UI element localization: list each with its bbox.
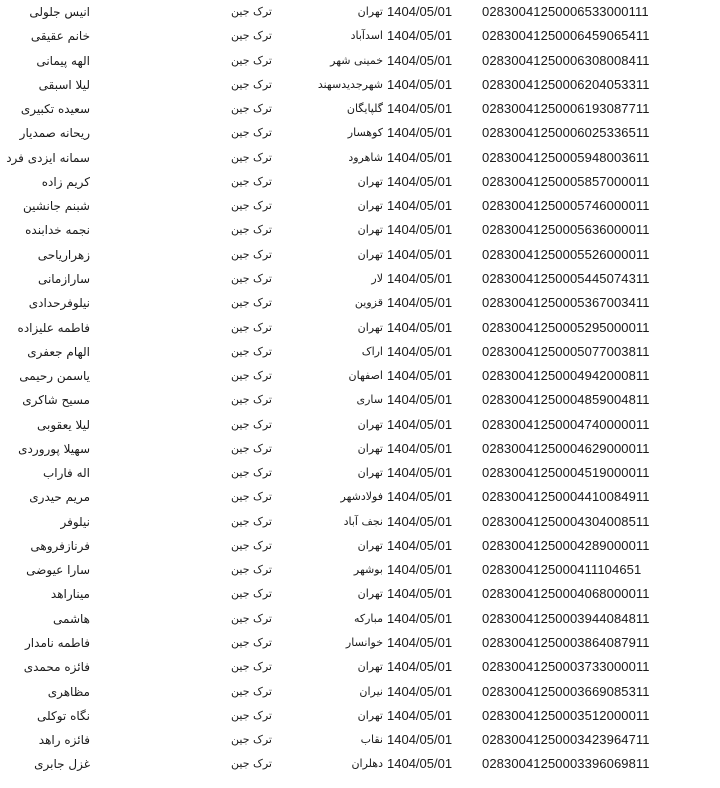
list-row xyxy=(0,316,720,340)
brand-name: ترک جین xyxy=(231,538,272,552)
city-name: تهران xyxy=(357,587,383,601)
city-name: تهران xyxy=(357,223,383,237)
customer-name: شبنم جانشین xyxy=(23,199,90,214)
tracking-code: 02830041250003864087911 xyxy=(482,635,650,651)
tracking-code: 02830041250003944084811 xyxy=(482,610,650,626)
brand-name: ترک جین xyxy=(231,466,272,480)
customer-name: میناراهد xyxy=(50,587,90,602)
brand-name: ترک جین xyxy=(231,223,272,237)
customer-name: یاسمن رحیمی xyxy=(19,369,90,384)
order-date: 1404/05/01 xyxy=(387,149,453,165)
order-date: 1404/05/01 xyxy=(387,173,453,189)
brand-name: ترک جین xyxy=(231,733,272,747)
order-date: 1404/05/01 xyxy=(387,465,453,481)
city-name: تهران xyxy=(357,247,383,261)
brand-name: ترک جین xyxy=(231,344,272,358)
tracking-code: 02830041250004942000811 xyxy=(482,368,650,384)
list-row xyxy=(0,291,720,315)
list-row xyxy=(0,146,720,170)
list-row xyxy=(0,364,720,388)
order-date: 1404/05/01 xyxy=(387,246,453,262)
tracking-code: 02830041250006025336511 xyxy=(482,125,650,141)
customer-name: کریم زاده xyxy=(41,174,90,189)
city-name: فولادشهر xyxy=(340,490,383,504)
city-name: اسدآباد xyxy=(350,29,383,43)
brand-name: ترک جین xyxy=(231,441,272,455)
city-name: نقاب xyxy=(360,733,383,747)
tracking-code: 02830041250005295000011 xyxy=(482,319,650,335)
list-row xyxy=(0,607,720,631)
order-date: 1404/05/01 xyxy=(387,586,453,602)
order-date: 1404/05/01 xyxy=(387,125,453,141)
tracking-code: 02830041250003669085311 xyxy=(482,683,650,699)
order-date: 1404/05/01 xyxy=(387,416,453,432)
tracking-code: 02830041250005857000011 xyxy=(482,173,650,189)
customer-name: غزل جابری xyxy=(34,757,90,772)
order-date: 1404/05/01 xyxy=(387,101,453,117)
city-name: تهران xyxy=(357,320,383,334)
city-name: خمینی شهر xyxy=(330,53,383,67)
city-name: تهران xyxy=(357,174,383,188)
city-name: شهرجدیدسهند xyxy=(317,77,383,91)
brand-name: ترک جین xyxy=(231,247,272,261)
city-name: تهران xyxy=(357,441,383,455)
customer-name: فاطمه نامدار xyxy=(25,636,90,651)
city-name: خوانسار xyxy=(345,636,383,650)
list-row xyxy=(0,728,720,752)
list-row xyxy=(0,752,720,776)
order-date: 1404/05/01 xyxy=(387,683,453,699)
list-row xyxy=(0,631,720,655)
brand-name: ترک جین xyxy=(231,271,272,285)
city-name: لار xyxy=(371,271,383,285)
tracking-code: 02830041250006459065411 xyxy=(482,28,650,44)
list-row xyxy=(0,437,720,461)
list-row xyxy=(0,704,720,728)
brand-name: ترک جین xyxy=(231,320,272,334)
list-row xyxy=(0,461,720,485)
brand-name: ترک جین xyxy=(231,757,272,771)
list-row xyxy=(0,340,720,364)
tracking-code: 02830041250005948003611 xyxy=(482,149,650,165)
customer-name: فاطمه علیزاده xyxy=(17,320,90,335)
brand-name: ترک جین xyxy=(231,77,272,91)
city-name: اصفهان xyxy=(348,369,383,383)
brand-name: ترک جین xyxy=(231,174,272,188)
city-name: تهران xyxy=(357,5,383,18)
brand-name: ترک جین xyxy=(231,636,272,650)
customer-name: اله فاراب xyxy=(42,466,90,481)
city-name: نیران xyxy=(359,684,383,698)
order-date: 1404/05/01 xyxy=(387,295,453,311)
brand-name: ترک جین xyxy=(231,150,272,164)
tracking-code: 02830041250005746000011 xyxy=(482,198,650,214)
brand-name: ترک جین xyxy=(231,514,272,528)
customer-name: سمانه ایزدی فرد xyxy=(6,150,90,165)
order-date: 1404/05/01 xyxy=(387,222,453,238)
customer-name: فائزه راهد xyxy=(38,733,90,748)
city-name: بوشهر xyxy=(353,563,383,577)
tracking-code: 0283004125000411104651 xyxy=(482,562,642,578)
tracking-code: 02830041250004289000011 xyxy=(482,537,650,553)
customer-name: سارازمانی xyxy=(37,271,90,286)
customer-name: مسیح شاکری xyxy=(22,393,90,408)
customer-name: نیلوفر xyxy=(60,514,90,529)
tracking-code: 02830041250006204053311 xyxy=(482,76,650,92)
brand-name: ترک جین xyxy=(231,417,272,431)
list-row xyxy=(0,388,720,412)
city-name: تهران xyxy=(357,417,383,431)
brand-name: ترک جین xyxy=(231,708,272,722)
order-date: 1404/05/01 xyxy=(387,756,453,772)
city-name: گلپایگان xyxy=(346,102,383,116)
city-name: اراک xyxy=(361,344,383,358)
city-name: کوهسار xyxy=(347,126,383,140)
customer-name: مریم حیدری xyxy=(29,490,90,505)
order-date: 1404/05/01 xyxy=(387,489,453,505)
city-name: تهران xyxy=(357,199,383,213)
city-name: تهران xyxy=(357,708,383,722)
list-row xyxy=(0,267,720,291)
order-date: 1404/05/01 xyxy=(387,440,453,456)
tracking-code: 02830041250005077003811 xyxy=(482,343,650,359)
list-row xyxy=(0,413,720,437)
customer-name: هاشمی xyxy=(53,611,90,626)
brand-name: ترک جین xyxy=(231,369,272,383)
brand-name: ترک جین xyxy=(231,53,272,67)
customer-name: الهام جعفری xyxy=(27,344,90,359)
customer-name: نجمه خدابنده xyxy=(25,223,90,238)
customer-name: لیلا اسبقی xyxy=(38,77,90,92)
order-date: 1404/05/01 xyxy=(387,343,453,359)
tracking-code: 02830041250004410084911 xyxy=(482,489,650,505)
order-date: 1404/05/01 xyxy=(387,198,453,214)
city-name: تهران xyxy=(357,660,383,674)
city-name: دهلران xyxy=(351,757,383,771)
order-date: 1404/05/01 xyxy=(387,659,453,675)
customer-name: الهه پیمانی xyxy=(36,53,90,68)
list-row xyxy=(0,655,720,679)
tracking-code: 02830041250004740000011 xyxy=(482,416,650,432)
list-row xyxy=(0,121,720,145)
list-row xyxy=(0,558,720,582)
tracking-code: 02830041250005445074311 xyxy=(482,270,650,286)
tracking-code: 02830041250005636000011 xyxy=(482,222,650,238)
tracking-code: 02830041250004068000011 xyxy=(482,586,650,602)
order-date: 1404/05/01 xyxy=(387,28,453,44)
customer-name: فرنازفروهی xyxy=(30,538,90,553)
order-date: 1404/05/01 xyxy=(387,732,453,748)
brand-name: ترک جین xyxy=(231,29,272,43)
list-row xyxy=(0,73,720,97)
brand-name: ترک جین xyxy=(231,199,272,213)
brand-name: ترک جین xyxy=(231,490,272,504)
list-row xyxy=(0,218,720,242)
city-name: قزوین xyxy=(354,296,383,310)
order-date: 1404/05/01 xyxy=(387,513,453,529)
customer-name: سارا عیوضی xyxy=(26,563,90,578)
order-date: 1404/05/01 xyxy=(387,4,453,19)
brand-name: ترک جین xyxy=(231,684,272,698)
order-date: 1404/05/01 xyxy=(387,537,453,553)
tracking-code: 02830041250005367003411 xyxy=(482,295,650,311)
brand-name: ترک جین xyxy=(231,102,272,116)
order-date: 1404/05/01 xyxy=(387,610,453,626)
brand-name: ترک جین xyxy=(231,587,272,601)
customer-name: فائزه محمدی xyxy=(23,660,90,675)
tracking-code: 02830041250006193087711 xyxy=(482,101,650,117)
order-date: 1404/05/01 xyxy=(387,76,453,92)
list-row xyxy=(0,170,720,194)
tracking-code: 02830041250005526000011 xyxy=(482,246,650,262)
customer-name: نگاه توکلی xyxy=(37,708,90,723)
list-row xyxy=(0,485,720,509)
customer-name: خانم عقیقی xyxy=(30,29,90,44)
order-date: 1404/05/01 xyxy=(387,319,453,335)
order-date: 1404/05/01 xyxy=(387,707,453,723)
brand-name: ترک جین xyxy=(231,660,272,674)
order-date: 1404/05/01 xyxy=(387,392,453,408)
customer-name: انیس جلولی xyxy=(29,5,90,19)
customer-name: ریحانه صمدیار xyxy=(19,126,90,141)
customer-name: سهیلا پوروردی xyxy=(18,441,90,456)
tracking-code: 02830041250003733000011 xyxy=(482,659,650,675)
tracking-code: 02830041250003512000011 xyxy=(482,707,650,723)
tracking-code: 02830041250006533000111 xyxy=(482,4,649,19)
city-name: تهران xyxy=(357,466,383,480)
tracking-code: 02830041250004304008511 xyxy=(482,513,650,529)
order-date: 1404/05/01 xyxy=(387,52,453,68)
customer-name: زهراریاحی xyxy=(37,247,90,262)
customer-name: سعیده تکبیری xyxy=(20,102,90,117)
list-row xyxy=(0,49,720,73)
order-date: 1404/05/01 xyxy=(387,270,453,286)
list-row xyxy=(0,582,720,606)
brand-name: ترک جین xyxy=(231,611,272,625)
customer-name: لیلا یعقوبی xyxy=(37,417,90,432)
customer-name: نیلوفرحدادی xyxy=(28,296,90,311)
brand-name: ترک جین xyxy=(231,563,272,577)
order-date: 1404/05/01 xyxy=(387,368,453,384)
customer-name: مظاهری xyxy=(47,684,90,699)
tracking-code: 02830041250004629000011 xyxy=(482,440,650,456)
city-name: شاهرود xyxy=(348,150,383,164)
city-name: مبارکه xyxy=(353,611,383,625)
list-row xyxy=(0,680,720,704)
tracking-code: 02830041250004859004811 xyxy=(482,392,650,408)
list-row xyxy=(0,24,720,48)
brand-name: ترک جین xyxy=(231,296,272,310)
list-row xyxy=(0,0,720,24)
city-name: تهران xyxy=(357,538,383,552)
brand-name: ترک جین xyxy=(231,126,272,140)
list-row xyxy=(0,534,720,558)
list-row xyxy=(0,194,720,218)
brand-name: ترک جین xyxy=(231,393,272,407)
list-row xyxy=(0,243,720,267)
city-name: ساری xyxy=(356,393,383,407)
tracking-code: 02830041250003396069811 xyxy=(482,756,650,772)
brand-name: ترک جین xyxy=(231,5,272,18)
order-date: 1404/05/01 xyxy=(387,635,453,651)
city-name: نجف آباد xyxy=(343,514,383,528)
tracking-code: 02830041250003423964711 xyxy=(482,732,650,748)
list-row xyxy=(0,510,720,534)
order-date: 1404/05/01 xyxy=(387,562,453,578)
tracking-code: 02830041250004519000011 xyxy=(482,465,650,481)
tracking-code: 02830041250006308008411 xyxy=(482,52,650,68)
list-row xyxy=(0,97,720,121)
